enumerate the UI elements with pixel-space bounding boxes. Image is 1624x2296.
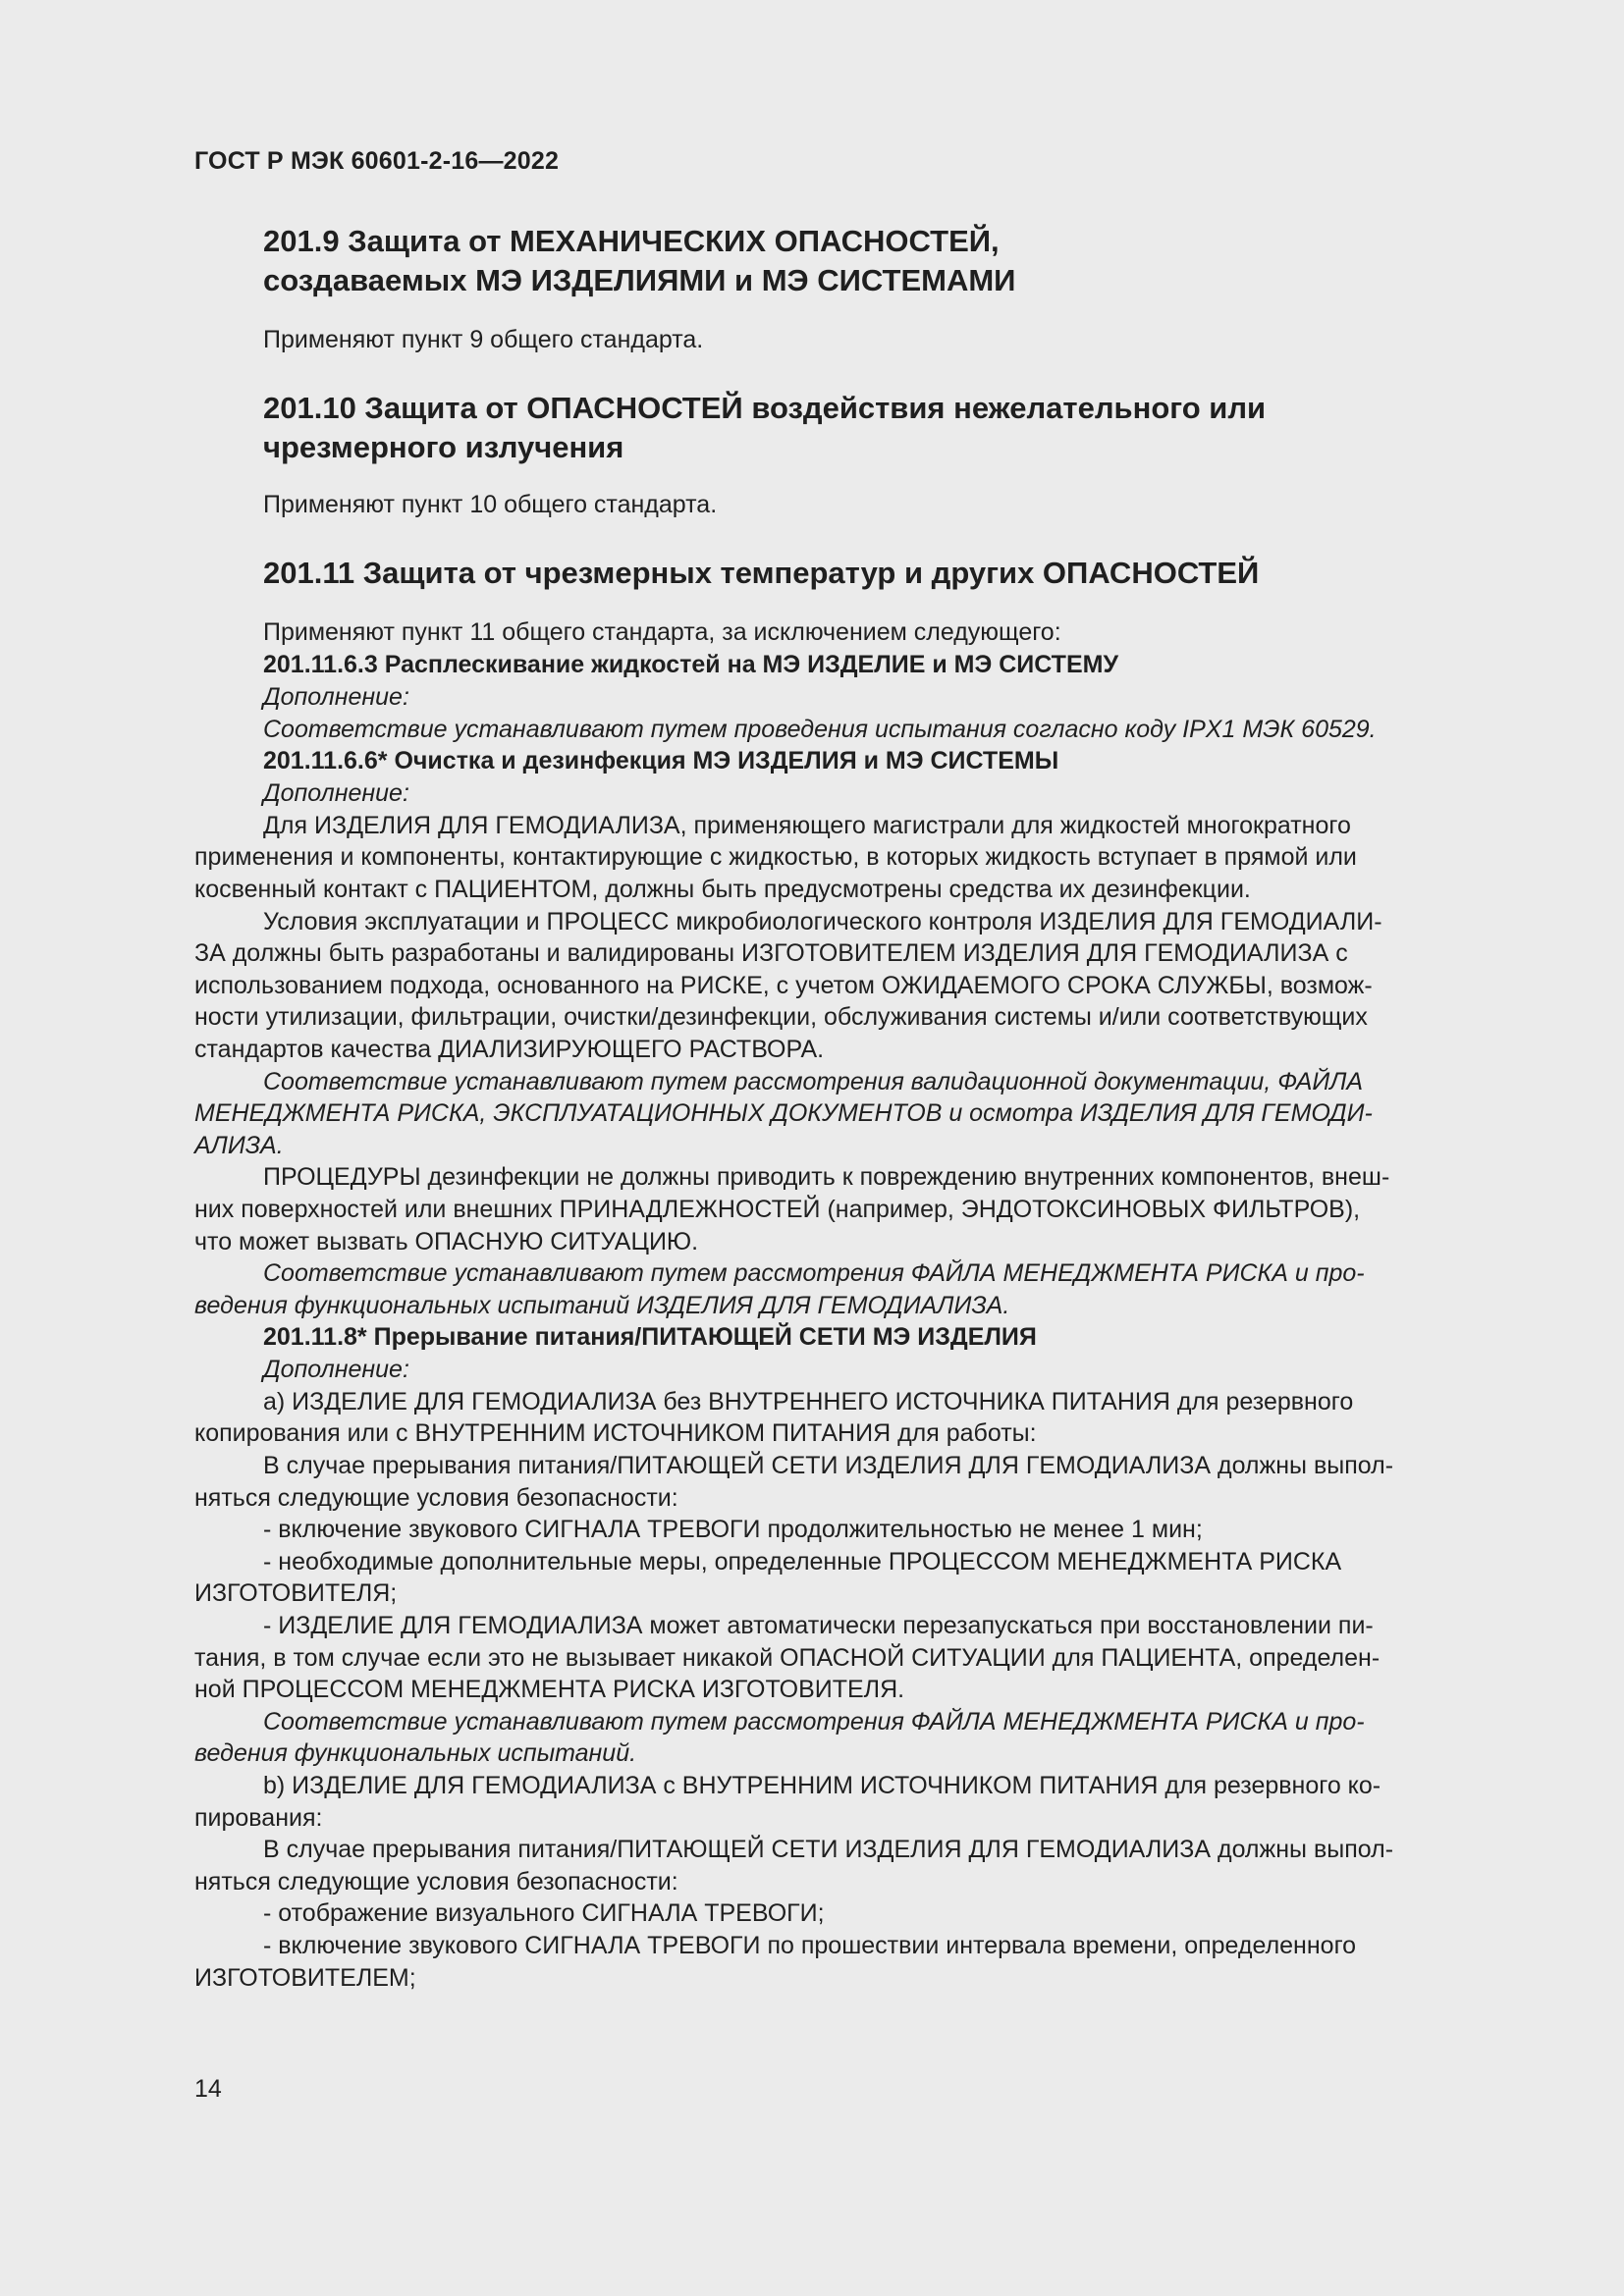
compliance-text: Соответствие устанавливают путем проведения испытания согласно коду IPX1 МЭК 60529. — [263, 715, 1377, 743]
text-line: МЕНЕДЖМЕНТА РИСКА, ЭКСПЛУАТАЦИОННЫХ ДОКУМЕНТОВ и осмотра ИЗДЕЛИЯ ДЛЯ ГЕМОДИ- — [194, 1099, 1373, 1128]
text-line: ИЗГОТОВИТЕЛЯ; — [194, 1579, 398, 1608]
addition-label: Дополнение: — [263, 779, 409, 808]
text-line: тания, в том случае если это не вызывает никакой ОПАСНОЙ СИТУАЦИИ для ПАЦИЕНТА, определен- — [194, 1643, 1380, 1672]
subsection-title-201-11-6-6: 201.11.6.6* Очистка и дезинфекция МЭ ИЗДЕЛИЯ и МЭ СИСТЕМЫ — [263, 747, 1059, 775]
text-line: няться следующие условия безопасности: — [194, 1483, 678, 1512]
text-line: них поверхностей или внешних ПРИНАДЛЕЖНОСТЕЙ (например, ЭНДОТОКСИНОВЫХ ФИЛЬТРОВ), — [194, 1195, 1361, 1223]
text-line: АЛИЗА. — [194, 1131, 284, 1159]
paragraph — [194, 1161, 1507, 1257]
text-line: a) ИЗДЕЛИЕ ДЛЯ ГЕМОДИАЛИЗА без ВНУТРЕННЕГО ИСТОЧНИКА ПИТАНИЯ для резервного — [263, 1387, 1354, 1415]
paragraph — [194, 1834, 1507, 1897]
section-title-line: создаваемых МЭ ИЗДЕЛИЯМИ и МЭ СИСТЕМАМИ — [263, 263, 1016, 297]
text-line: копирования или с ВНУТРЕННИМ ИСТОЧНИКОМ ПИТАНИЯ для работы: — [194, 1419, 1037, 1448]
text-line: косвенный контакт с ПАЦИЕНТОМ, должны быть предусмотрены средства их дезинфекции. — [194, 875, 1251, 903]
paragraph — [194, 1450, 1507, 1514]
section-title-line: 201.10 Защита от ОПАСНОСТЕЙ воздействия нежелательного или — [263, 391, 1267, 425]
section-apply-text: Применяют пункт 9 общего стандарта. — [263, 326, 704, 353]
text-line: ПРОЦЕДУРЫ дезинфекции не должны приводить к повреждению внутренних компонентов, внеш- — [263, 1163, 1390, 1192]
text-line: пирования: — [194, 1803, 323, 1832]
text-line: - необходимые дополнительные меры, определенные ПРОЦЕССОМ МЕНЕДЖМЕНТА РИСКА — [263, 1547, 1342, 1575]
text-line: ведения функциональных испытаний. — [194, 1739, 637, 1768]
list-item-b — [194, 1770, 1507, 1834]
text-line: Соответствие устанавливают путем рассмотрения ФАЙЛА МЕНЕДЖМЕНТА РИСКА и про- — [263, 1707, 1365, 1735]
compliance-paragraph — [194, 1706, 1507, 1770]
text-line: няться следующие условия безопасности: — [194, 1867, 678, 1896]
compliance-paragraph — [194, 1257, 1507, 1321]
bullet-item: - включение звукового СИГНАЛА ТРЕВОГИ продолжительностью не менее 1 мин; — [263, 1516, 1203, 1544]
text-line: Соответствие устанавливают путем рассмотрения валидационной документации, ФАЙЛА — [263, 1067, 1364, 1095]
text-line: Условия эксплуатации и ПРОЦЕСС микробиологического контроля ИЗДЕЛИЯ ДЛЯ ГЕМОДИАЛИ- — [263, 907, 1382, 935]
bullet-item — [194, 1930, 1507, 1994]
paragraph — [194, 810, 1507, 906]
page-number: 14 — [194, 2075, 222, 2103]
subsection-title-201-11-8: 201.11.8* Прерывание питания/ПИТАЮЩЕЙ СЕТИ МЭ ИЗДЕЛИЯ — [263, 1323, 1037, 1352]
section-title-line: чрезмерного излучения — [263, 430, 624, 464]
text-line: b) ИЗДЕЛИЕ ДЛЯ ГЕМОДИАЛИЗА с ВНУТРЕННИМ ИСТОЧНИКОМ ПИТАНИЯ для резервного ко- — [263, 1772, 1381, 1799]
section-title-201-10 — [194, 389, 1507, 467]
text-line: - ИЗДЕЛИЕ ДЛЯ ГЕМОДИАЛИЗА может автоматически перезапускаться при восстановлении пи- — [263, 1612, 1374, 1640]
text-line: Соответствие устанавливают путем рассмотрения ФАЙЛА МЕНЕДЖМЕНТА РИСКА и про- — [263, 1259, 1365, 1288]
document-header: ГОСТ Р МЭК 60601-2-16—2022 — [194, 147, 560, 175]
text-line: что может вызвать ОПАСНУЮ СИТУАЦИЮ. — [194, 1227, 699, 1255]
section-title-201-11: 201.11 Защита от чрезмерных температур и других ОПАСНОСТЕЙ — [263, 556, 1260, 590]
section-title-line: 201.9 Защита от МЕХАНИЧЕСКИХ ОПАСНОСТЕЙ, — [263, 224, 1000, 258]
bullet-item — [194, 1546, 1507, 1610]
section-apply-text: Применяют пункт 11 общего стандарта, за исключением следующего: — [263, 618, 1061, 646]
document-content — [194, 222, 1507, 1994]
paragraph — [194, 906, 1507, 1066]
subsection-title-201-11-6-3: 201.11.6.3 Расплескивание жидкостей на МЭ ИЗДЕЛИЕ и МЭ СИСТЕМУ — [263, 651, 1119, 678]
text-line: - включение звукового СИГНАЛА ТРЕВОГИ по прошествии интервала времени, определенного — [263, 1931, 1357, 1959]
text-line: ведения функциональных испытаний ИЗДЕЛИЯ ДЛЯ ГЕМОДИАЛИЗА. — [194, 1291, 1010, 1319]
text-line: ности утилизации, фильтрации, очистки/дезинфекции, обслуживания системы и/или соответствующих — [194, 1003, 1368, 1032]
text-line: В случае прерывания питания/ПИТАЮЩЕЙ СЕТИ ИЗДЕЛИЯ ДЛЯ ГЕМОДИАЛИЗА должны выпол- — [263, 1452, 1394, 1480]
text-line: использованием подхода, основанного на РИСКЕ, с учетом ОЖИДАЕМОГО СРОКА СЛУЖБЫ, возмож- — [194, 971, 1373, 999]
text-line: Для ИЗДЕЛИЯ ДЛЯ ГЕМОДИАЛИЗА, применяющего магистрали для жидкостей многократного — [263, 811, 1351, 839]
text-line: ЗА должны быть разработаны и валидированы ИЗГОТОВИТЕЛЕМ ИЗДЕЛИЯ ДЛЯ ГЕМОДИАЛИЗА с — [194, 939, 1348, 968]
list-item-a — [194, 1386, 1507, 1450]
addition-label: Дополнение: — [263, 1356, 409, 1384]
compliance-paragraph — [194, 1066, 1507, 1162]
bullet-item — [194, 1610, 1507, 1706]
section-title-201-9 — [194, 222, 1507, 300]
addition-label: Дополнение: — [263, 683, 409, 711]
text-line: применения и компоненты, контактирующие с жидкостью, в которых жидкость вступает в прямой или — [194, 843, 1357, 872]
text-line: ной ПРОЦЕССОМ МЕНЕДЖМЕНТА РИСКА ИЗГОТОВИТЕЛЯ. — [194, 1676, 905, 1704]
text-line: ИЗГОТОВИТЕЛЕМ; — [194, 1963, 416, 1992]
text-line: В случае прерывания питания/ПИТАЮЩЕЙ СЕТИ ИЗДЕЛИЯ ДЛЯ ГЕМОДИАЛИЗА должны выпол- — [263, 1836, 1394, 1864]
bullet-item: - отображение визуального СИГНАЛА ТРЕВОГИ; — [263, 1899, 825, 1928]
text-line: стандартов качества ДИАЛИЗИРУЮЩЕГО РАСТВОРА. — [194, 1035, 825, 1063]
section-apply-text: Применяют пункт 10 общего стандарта. — [263, 491, 718, 518]
